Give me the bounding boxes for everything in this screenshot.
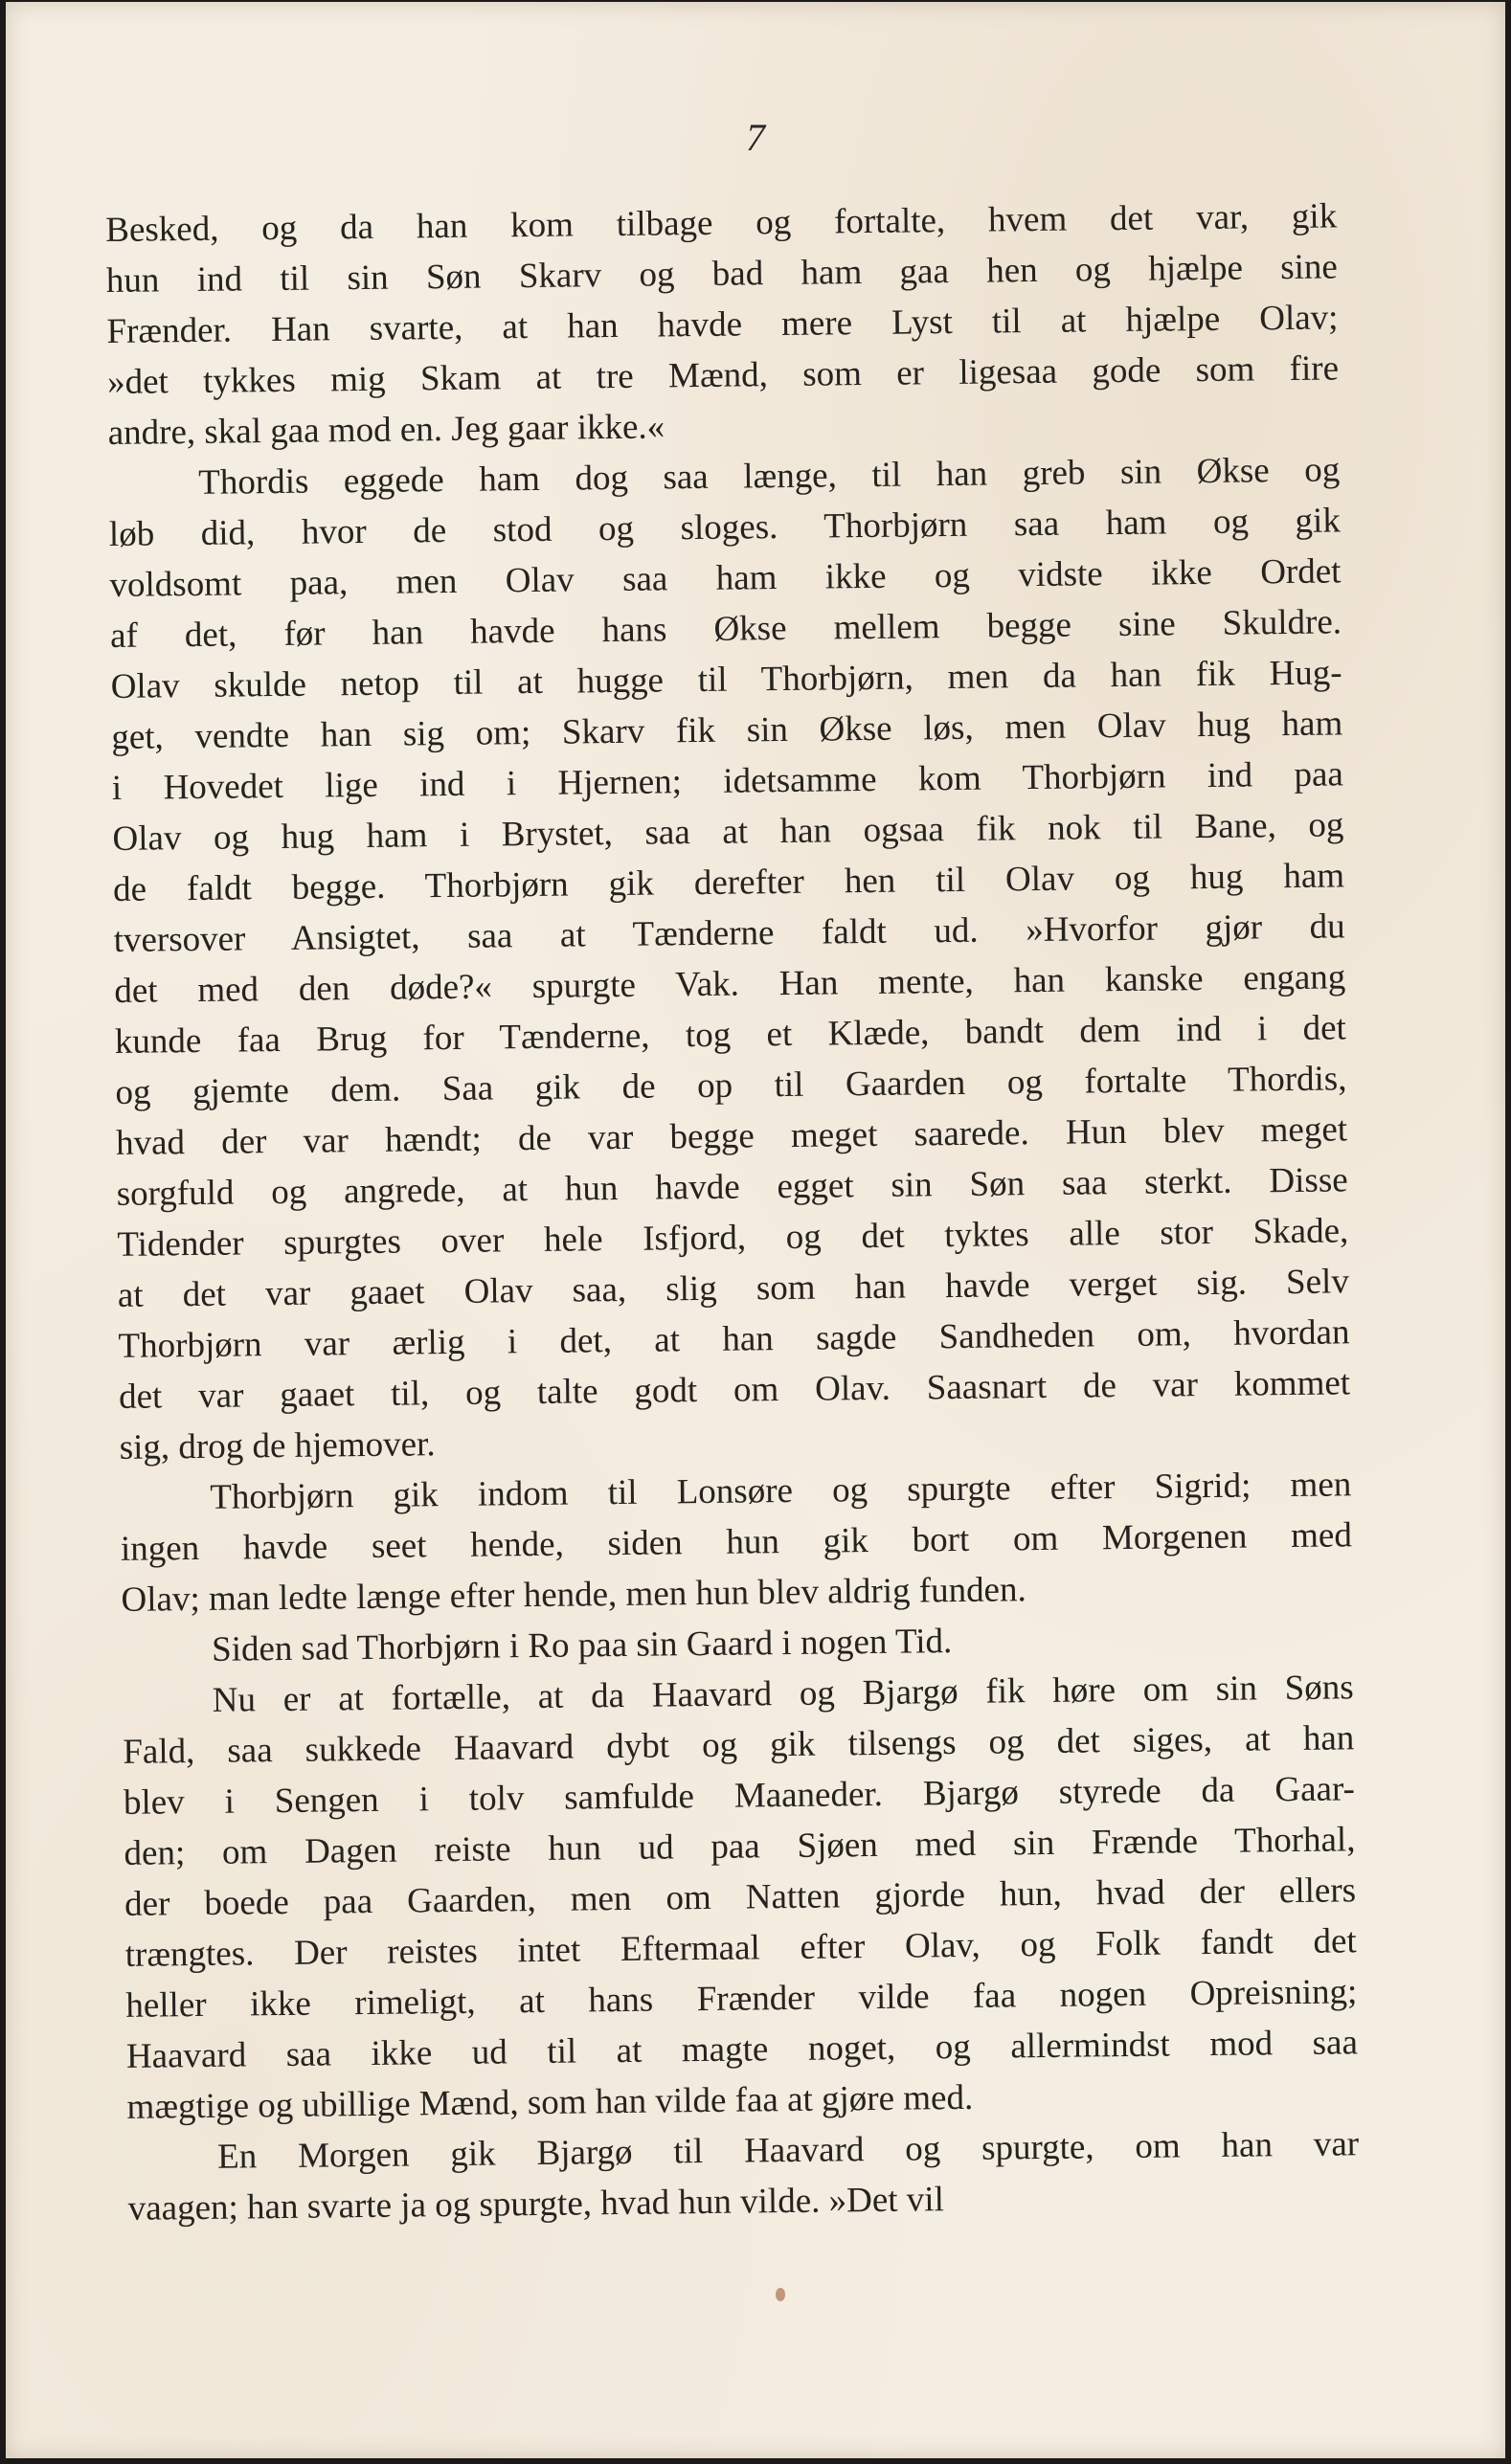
text-line: det med den døde?« spurgte Vak. Han mente, han kanske engang xyxy=(114,957,1346,1011)
text-line: Olav; man ledte længe efter hende, men hun blev aldrig funden. xyxy=(121,1570,1026,1620)
text-line: Fald, saa sukkede Haavard dybt og gik tilsengs og det siges, at han xyxy=(123,1718,1355,1772)
book-page xyxy=(6,2,1505,2458)
text-line: andre, skal gaa mod en. Jeg gaar ikke.« xyxy=(107,407,665,453)
text-line: vaagen; han svarte ja og spurgte, hvad hun vilde. »Det vil xyxy=(127,2180,945,2229)
text-line: i Hovedet lige ind i Hjernen; idetsamme kom Thorbjørn ind paa xyxy=(111,754,1344,808)
ink-blot xyxy=(776,2288,785,2301)
text-line: der boede paa Gaarden, men om Natten gjorde hun, hvad der ellers xyxy=(124,1870,1357,1924)
text-line: sorgfuld og angrede, at hun havde egget sin Søn saa sterkt. Disse xyxy=(116,1160,1348,1214)
text-line: heller ikke rimeligt, at hans Frænder vilde faa nogen Opreisning; xyxy=(125,1972,1358,2026)
text-line: Thorbjørn gik indom til Lonsøre og spurgte efter Sigrid; men xyxy=(210,1465,1352,1517)
text-line: hvad der var hændt; de var begge meget saarede. Hun blev meget xyxy=(115,1109,1348,1163)
text-line: Haavard saa ikke ud til at magte noget, og allermindst mod saa xyxy=(125,2023,1359,2076)
text-line: sig, drog de hjemover. xyxy=(119,1424,436,1467)
text-line: mægtige og ubillige Mænd, som han vilde faa at gjøre med. xyxy=(126,2077,974,2127)
text-line: voldsomt paa, men Olav saa ham ikke og vidste ikke Ordet xyxy=(109,551,1342,605)
text-line: den; om Dagen reiste hun ud paa Sjøen med sin Frænde Thorhal, xyxy=(124,1820,1356,1873)
text-line: Besked, og da han kom tilbage og fortalte, hvem det var, gik xyxy=(105,196,1338,250)
text-line: Tidender spurgtes over hele Isfjord, og det tyktes alle stor Skade, xyxy=(117,1211,1349,1265)
text-line: En Morgen gik Bjargø til Haavard og spurgte, om han var xyxy=(216,2124,1360,2177)
text-line: ingen havde seet hende, siden hun gik bort om Morgenen med xyxy=(120,1515,1353,1569)
body-text xyxy=(105,190,1360,2233)
page-number: 7 xyxy=(746,116,765,159)
text-line: Thordis eggede ham dog saa længe, til han greb sin Økse og xyxy=(198,450,1341,503)
text-line: Siden sad Thorbjørn i Ro paa sin Gaard i nogen Tid. xyxy=(211,1622,953,1669)
text-line: trængtes. Der reistes intet Eftermaal efter Olav, og Folk fandt det xyxy=(124,1921,1357,1975)
text-line: at det var gaaet Olav saa, slig som han havde verget sig. Selv xyxy=(117,1262,1350,1315)
text-line: get, vendte han sig om; Skarv fik sin Økse løs, men Olav hug ham xyxy=(111,704,1343,757)
text-line: kunde faa Brug for Tænderne, tog et Klæde, bandt dem ind i det xyxy=(114,1008,1347,1062)
text-line: de faldt begge. Thorbjørn gik derefter hen til Olav og hug ham xyxy=(112,856,1345,909)
text-line: Thorbjørn var ærlig i det, at han sagde Sandheden om, hvordan xyxy=(118,1312,1350,1366)
text-line: løb did, hvor de stod og sloges. Thorbjørn saa ham og gik xyxy=(108,501,1342,554)
text-line: det var gaaet til, og talte godt om Olav. Saasnart de var kommet xyxy=(118,1363,1351,1417)
text-line: »det tykkes mig Skam at tre Mænd, som er ligesaa gode som fire xyxy=(106,348,1340,402)
text-line: Frænder. Han svarte, at han havde mere Lyst til at hjælpe Olav; xyxy=(106,298,1339,351)
text-line: Olav skulde netop til at hugge til Thorbjørn, men da han fik Hug- xyxy=(110,653,1342,706)
text-line: hun ind til sin Søn Skarv og bad ham gaa hen og hjælpe sine xyxy=(105,247,1339,301)
text-line: af det, før han havde hans Økse mellem begge sine Skuldre. xyxy=(109,602,1342,656)
text-line: Olav og hug ham i Brystet, saa at han ogsaa fik nok til Bane, og xyxy=(112,805,1344,859)
text-line: tversover Ansigtet, saa at Tænderne faldt ud. »Hvorfor gjør du xyxy=(113,907,1345,960)
text-line: og gjemte dem. Saa gik de op til Gaarden og fortalte Thordis, xyxy=(115,1059,1347,1112)
text-line: Nu er at fortælle, at da Haavard og Bjargø fik høre om sin Søns xyxy=(212,1668,1354,1720)
text-line: blev i Sengen i tolv samfulde Maaneder. Bjargø styrede da Gaar- xyxy=(123,1769,1356,1823)
